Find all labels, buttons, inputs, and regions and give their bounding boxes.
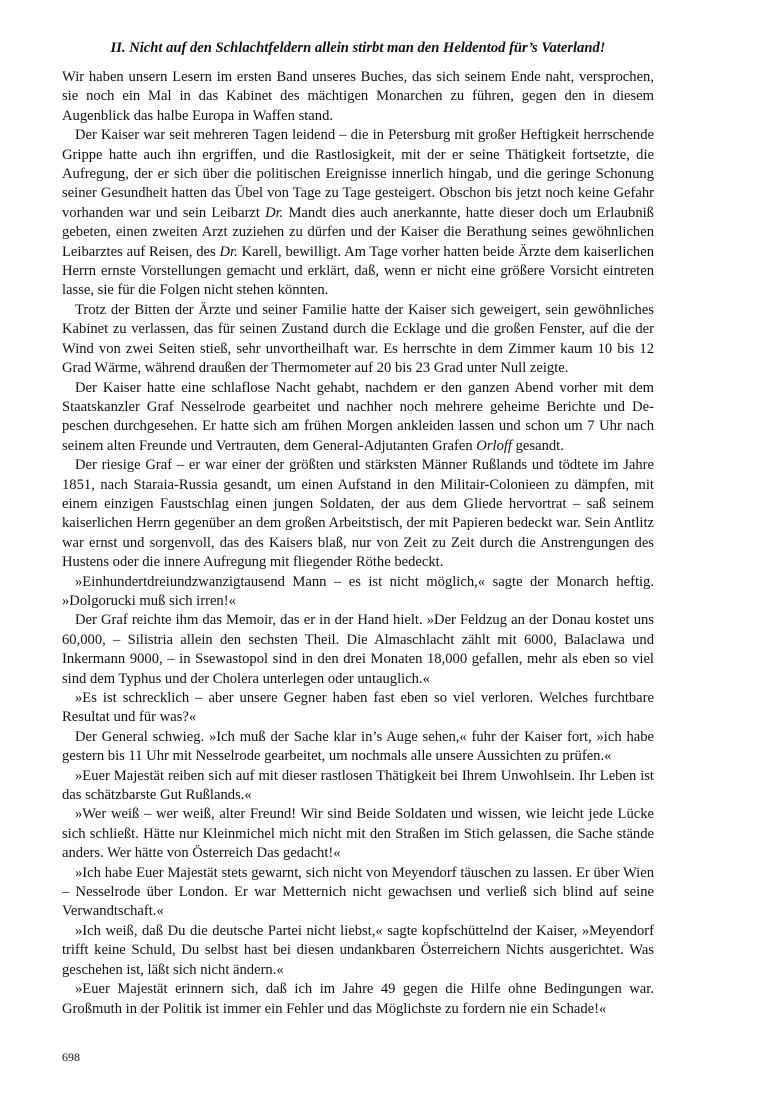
paragraph xyxy=(62,728,654,767)
paragraph xyxy=(62,864,654,922)
text-run: gesandt. xyxy=(511,437,564,454)
paragraph xyxy=(62,301,654,379)
text-run: »Einhundertdreiundzwanzigtausend Mann – es ist nicht möglich,« sagte der Monarch heftig. »Dolgorucki muß sich irren!« xyxy=(62,573,654,609)
paragraph xyxy=(62,456,654,572)
paragraph xyxy=(62,922,654,980)
paragraph xyxy=(62,689,654,728)
text-run: Der riesige Graf – er war einer der größten und stärksten Männer Rußlands und tödtete im Jahre 1851, nach Staraia-Russia gesandt, um einen Aufstand in den Militair-Colonieen zu dämpfen, mit einem einzigen Faustschlag einen jungen Soldaten, der aus dem Gliede hervortrat – saß seinem kaiserlichen Herrn gegenüber an dem großen Arbeitstisch, der mit Papieren bedeckt war. Sein Antlitz war ernst und sorgenvoll, das des Kaisers blaß, nur von Zeit zu Zeit durch die Anstrengungen des Hustens oder die innere Aufregung mit fliegender Röthe bedeckt. xyxy=(62,457,654,571)
italic-text: Dr. xyxy=(219,243,238,260)
body-text xyxy=(62,68,654,1019)
paragraph xyxy=(62,805,654,863)
italic-text: Dr. xyxy=(265,204,284,221)
text-run: Karell, bewilligt. Am Tage vorher hatten beide Ärzte dem kaiserlichen Herrn ernste Vorstellungen gemacht und erklärt, daß, wenn er nicht eine größere Vorsicht eintreten lasse, sie für die Folgen nicht stehen könnten. xyxy=(62,243,654,299)
text-run: »Euer Majestät reiben sich auf mit dieser rastlosen Thätigkeit bei Ihrem Unwohlsein. Ihr Leben ist das schätzbarste Gut Rußlands.« xyxy=(62,767,654,804)
text-run: Mandt dies auch anerkannte, hatte dieser doch um Erlaubniß gebeten, einen zweiten Arzt zuziehen zu dürfen und der Kaiser die Berathung seines gewöhnlichen Leibarztes auf Reisen, des xyxy=(62,204,654,260)
text-run: Der Graf reichte ihm das Memoir, das er in der Hand hielt. »Der Feldzug an der Donau kostet uns 60,000, – Silistria allein den sechsten Theil. Die Almaschlacht zählt mit 6000, Balaclawa und Inkermann 9000, – in Ssewastopol sind in den drei Monaten 18,000 gefallen, mehr als eben so viel sind dem Typhus und der Cholera unterlegen oder untauglich.« xyxy=(62,612,654,687)
text-run: »Es ist schrecklich – aber unsere Gegner haben fast eben so viel verloren. Welches furchtbare Resultat und für was?« xyxy=(62,690,654,726)
italic-text: Orloff xyxy=(476,437,512,454)
text-run: »Euer Majestät erinnern sich, daß ich im Jahre 49 gegen die Hilfe ohne Bedingungen war. Großmuth in der Politik ist immer ein Fehler und das Möglichste zu fordern nie ein Schade!« xyxy=(62,981,654,1017)
text-run: Der General schwieg. »Ich muß der Sache klar in’s Auge sehen,« fuhr der Kaiser fort, »ich habe gestern bis 11 Uhr mit Nesselrode gearbeitet, um nochmals alle unsere Aussichten zu prüfen.« xyxy=(62,728,654,765)
paragraph xyxy=(62,980,654,1019)
text-run: Der Kaiser war seit mehreren Tagen leidend – die in Petersburg mit großer Heftigkeit herrschende Grippe hatte auch ihn ergriffen, und die Rastlosigkeit, mit der er seine Thätigkeit fortsetzte, die Aufregung, der er sich über die politischen Ereignisse innerlich hingab, und die geringe Schonung seiner Gesundheit hatten das Übel von Tage zu Tage gesteigert. Obschon bis jetzt noch keine Gefahr vorhanden war und sein Leibarzt xyxy=(62,127,654,221)
paragraph xyxy=(62,767,654,806)
text-run: »Wer weiß – wer weiß, alter Freund! Wir sind Beide Soldaten und wissen, wie leicht jede Lücke sich schließt. Hätte nur Kleinmichel mich nicht mit den Straßen im Stich gelassen, die Sache stände anders. Wer hätte von Österreich Das gedacht!« xyxy=(62,806,654,862)
paragraph xyxy=(62,379,654,457)
paragraph xyxy=(62,573,654,612)
text-run: Trotz der Bitten der Ärzte und seiner Familie hatte der Kaiser sich geweigert, sein gewöhnliches Kabinet zu verlassen, das für seinen Zustand durch die Ecklage und die großen Fenster, auf die der Wind von zwei Seiten stieß, sehr unvortheilhaft war. Es herrschte in dem Zimmer kaum 10 bis 12 Grad Wärme, während draußen der Thermometer auf 20 bis 23 Grad unter Null zeigte. xyxy=(62,301,654,377)
paragraph xyxy=(62,68,654,126)
text-run: Wir haben unsern Lesern im ersten Band unseres Buches, das sich seinem Ende naht, versprochen, sie noch ein Mal in das Kabinet des mächtigen Monarchen zu führen, gegen den in diesem Augenblick das halbe Europa in Waffen stand. xyxy=(62,69,654,124)
text-run: »Ich weiß, daß Du die deutsche Partei nicht liebst,« sagte kopfschüttelnd der Kaiser, »Meyendorf trifft keine Schuld, Du selbst hast bei diesen undankbaren Österreichern Nichts ausgerichtet. Was geschehen ist, läßt sich nicht ändern.« xyxy=(62,922,654,978)
text-run: »Ich habe Euer Majestät stets gewarnt, sich nicht von Meyendorf täuschen zu lassen. Er über Wien – Nesselrode über London. Er war Metternich nicht gewachsen und verließ sich blind auf seine Verwandtschaft.« xyxy=(62,864,654,920)
paragraph xyxy=(62,611,654,689)
paragraph xyxy=(62,126,654,301)
chapter-heading: II. Nicht auf den Schlachtfeldern allein stirbt man den Heldentod für’s Vaterland! xyxy=(110,40,606,56)
text-run: Der Kaiser hatte eine schlaflose Nacht gehabt, nachdem er den ganzen Abend vorher mit dem Staatskanzler Graf Nesselrode gearbeitet und nachher noch mehrere geheime Berichte und Depeschen durchgesehen. Er hatte sich am frühen Morgen ankleiden lassen und schon um 7 Uhr nach seinem alten Freunde und Vertrauten, dem General-Adjutanten Grafen xyxy=(62,379,654,454)
page-number: 698 xyxy=(62,1050,80,1064)
